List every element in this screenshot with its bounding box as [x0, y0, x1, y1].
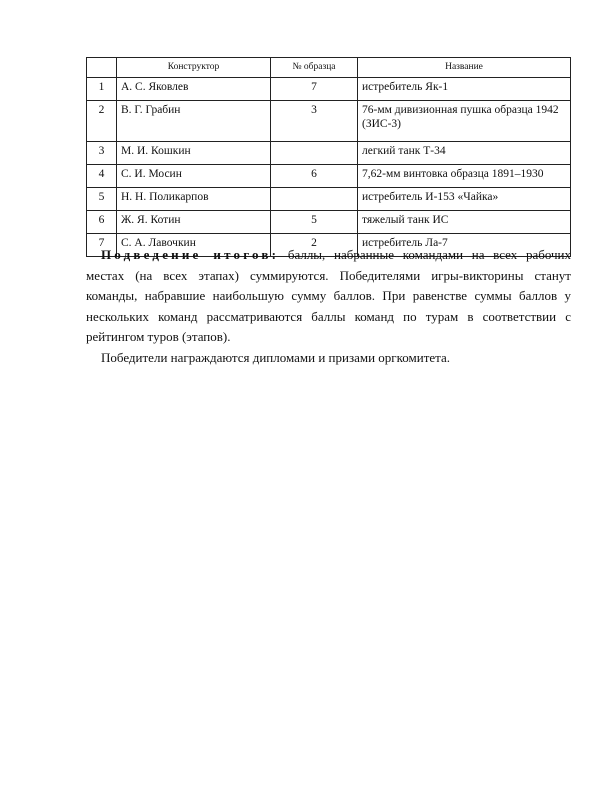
row-title: истребитель И-153 «Чайка»	[358, 188, 571, 211]
table-row	[87, 165, 571, 188]
row-sample	[271, 188, 358, 211]
designers-table	[86, 57, 571, 257]
row-sample: 6	[271, 165, 358, 188]
row-title: истребитель Як-1	[358, 78, 571, 101]
summary-heading: Подведение итогов:	[101, 247, 280, 262]
row-designer: С. И. Мосин	[117, 165, 271, 188]
row-sample: 5	[271, 211, 358, 234]
row-title: легкий танк Т-34	[358, 142, 571, 165]
row-sample: 7	[271, 78, 358, 101]
table-row	[87, 78, 571, 101]
row-number: 7	[87, 234, 117, 257]
row-sample: 3	[271, 101, 358, 142]
row-sample: 2	[271, 234, 358, 257]
table-row	[87, 188, 571, 211]
row-title: 7,62-мм винтовка образца 1891–1930	[358, 165, 571, 188]
row-designer: Н. Н. Поликарпов	[117, 188, 271, 211]
row-designer: А. С. Яковлев	[117, 78, 271, 101]
summary-paragraph	[86, 245, 571, 348]
table-row	[87, 211, 571, 234]
row-number: 2	[87, 101, 117, 142]
row-designer: М. И. Кошкин	[117, 142, 271, 165]
row-title: 76-мм дивизионная пушка образца 1942 (ЗИС-3)	[358, 101, 571, 142]
row-sample	[271, 142, 358, 165]
row-designer: С. А. Лавочкин	[117, 234, 271, 257]
table-row	[87, 101, 571, 142]
header-title: Название	[358, 58, 571, 78]
awards-paragraph: Победители награждаются дипломами и призами оргкомитета.	[101, 350, 451, 365]
row-designer: В. Г. Грабин	[117, 101, 271, 142]
row-title: тяжелый танк ИС	[358, 211, 571, 234]
row-number: 4	[87, 165, 117, 188]
header-number	[87, 58, 117, 78]
row-number: 3	[87, 142, 117, 165]
table-header-row	[87, 58, 571, 78]
row-title: истребитель Ла-7	[358, 234, 571, 257]
header-sample: № образца	[271, 58, 358, 78]
row-number: 6	[87, 211, 117, 234]
row-number: 1	[87, 78, 117, 101]
row-designer: Ж. Я. Котин	[117, 211, 271, 234]
table-row	[87, 142, 571, 165]
summary-text: баллы, набранные командами на всех рабочих местах (на всех этапах) суммируются. Победителями игры-викторины станут команды, набравшие наибольшую сумму баллов. При равенстве суммы баллов у нескольких команд рассматриваются баллы команд по турам в соответствии с рейтингом туров (этапов).	[86, 247, 571, 344]
row-number: 5	[87, 188, 117, 211]
header-designer: Конструктор	[117, 58, 271, 78]
